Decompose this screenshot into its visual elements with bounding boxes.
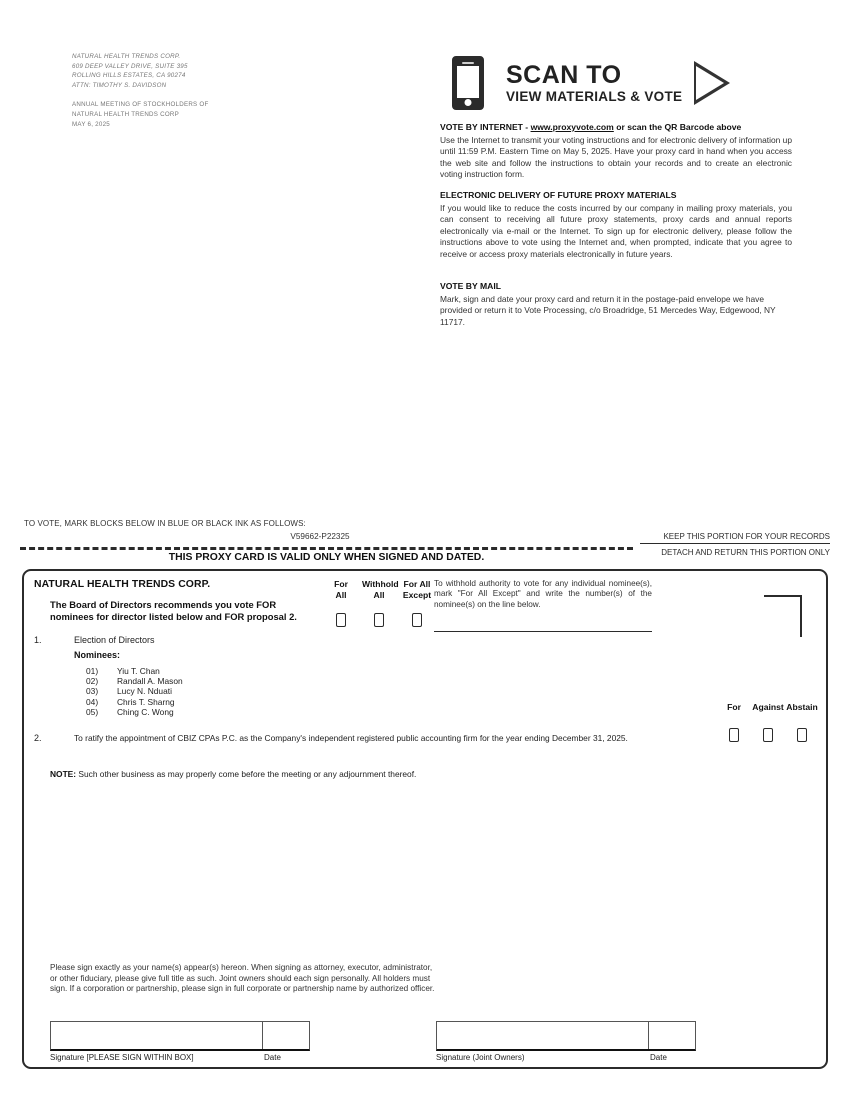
vote-by-mail-block [440,281,792,328]
checkbox-for-all[interactable] [336,613,346,627]
column-header-against: Against [752,702,784,712]
internet-title-suffix: or scan the QR Barcode above [613,122,742,132]
nominee-index: 02) [86,676,99,687]
nominee-name: Ching C. Wong [117,706,174,717]
corner-alignment-mark [764,595,802,637]
column-header-line2: All [335,589,347,600]
note-prefix: NOTE: [50,769,77,779]
note-text: Such other business as may properly come before the meeting or any adjournment thereof. [76,769,417,779]
perforation-dashed-line [20,547,633,550]
board-recommendation-line1: The Board of Directors recommends you vote FOR [50,599,277,610]
scan-headline: SCAN TO [506,60,622,89]
for-against-abstain-headers [718,702,818,712]
date-label-primary: Date [264,1053,281,1062]
nominee-name: Chris T. Sharng [117,696,175,707]
scan-subheadline: VIEW MATERIALS & VOTE [506,88,683,104]
mailing-line: ATTN: TIMOTHY S. DAVIDSON [72,81,167,89]
scan-text-group [506,60,683,104]
checkbox-cell-against [752,728,784,742]
mailing-line: ROLLING HILLS ESTATES, CA 90274 [72,72,186,80]
column-header-for: For [727,702,741,712]
checkbox-cell-for-all-except [400,613,434,627]
mailing-line: NATURAL HEALTH TRENDS CORP. [72,53,181,60]
nominee-exception-write-in-line[interactable] [434,631,652,632]
internet-title-prefix: VOTE BY INTERNET - [440,122,531,132]
perforation-row [20,532,830,564]
list-item [86,676,183,686]
signature-field-joint[interactable] [437,1022,649,1049]
other-business-note [50,769,690,780]
vote-by-internet-block [440,122,792,181]
proxyvote-url[interactable]: www.proxyvote.com [530,122,614,132]
item2-checkbox-row [718,728,818,742]
column-header-for-all-except [400,579,434,600]
checkbox-cell-for-all [324,613,358,627]
column-header-line1: Withhold [362,579,399,589]
vote-by-internet-body: Use the Internet to transmit your voting instructions and for electronic delivery of information up until 11:59 P.M. Eastern Time on May 5, 2025. Have your proxy card in hand when you access the web site and follow the instructions to obtain your records and to create an electronic voting instruction form. [440,134,792,180]
item2-number: 2. [34,733,42,743]
column-header-line1: For [334,579,348,589]
signature-label-primary: Signature [PLEASE SIGN WITHIN BOX] [50,1053,194,1062]
date-field-primary[interactable] [263,1022,309,1049]
electronic-delivery-title: ELECTRONIC DELIVERY OF FUTURE PROXY MATERIALS [440,190,677,200]
column-header-line1: For All [403,579,431,589]
phone-home-button [465,99,472,106]
item1-number: 1. [34,635,42,645]
detach-portion-label: DETACH AND RETURN THIS PORTION ONLY [661,548,830,557]
checkbox-item2-for[interactable] [729,728,739,742]
card-company-name: NATURAL HEALTH TRENDS CORP. [34,579,211,590]
nominee-index: 05) [86,706,99,717]
checkbox-withhold-all[interactable] [374,613,384,627]
checkbox-cell-for [718,728,750,742]
electronic-delivery-body: If you would like to reduce the costs incurred by our company in mailing proxy materials, you can consent to receiving all future proxy statements, proxy cards and annual reports electronically via e-mail or the Internet. To sign up for electronic delivery, please follow the instructions above to vote using the Internet and, when prompted, indicate that you agree to receive or access proxy materials electronically in future years. [440,202,792,259]
checkbox-for-all-except[interactable] [412,613,422,627]
vote-checkbox-row [324,613,434,627]
list-item [86,707,183,717]
smartphone-icon [452,56,484,110]
control-number: V59662-P22325 [290,532,350,541]
column-header-abstain: Abstain [786,702,818,712]
vote-column-headers [324,579,434,600]
proxy-valid-note: THIS PROXY CARD IS VALID ONLY WHEN SIGNED AND DATED. [168,552,485,563]
vote-by-mail-title: VOTE BY MAIL [440,281,501,291]
keep-portion-label: KEEP THIS PORTION FOR YOUR RECORDS [640,532,830,544]
board-recommendation [50,599,336,624]
item2-text: To ratify the appointment of CBIZ CPAs P.C. as the Company's independent registered public accounting firm for the year ending December 31, 2025. [74,733,628,743]
column-header-line2: All [373,589,385,600]
checkbox-cell-withhold-all [362,613,396,627]
vote-by-internet-title [440,122,792,134]
nominee-index: 01) [86,666,99,676]
date-label-joint: Date [650,1053,667,1062]
scan-to-vote-banner [440,52,792,114]
play-triangle-icon [694,61,730,105]
nominee-name: Lucy N. Nduati [117,686,172,697]
mailing-address-block [72,52,209,129]
nominee-list [86,666,183,717]
nominee-name: Yiu T. Chan [117,666,160,676]
vote-by-mail-body: Mark, sign and date your proxy card and return it in the postage-paid envelope we have provided or return it to Vote Processing, c/o Broadridge, 51 Mercedes Way, Edgewood, NY 11717. [440,293,776,327]
withhold-authority-note: To withhold authority to vote for any individual nominee(s), mark "For All Except" and write the number(s) of the nominee(s) on the line below. [434,579,652,609]
signature-instructions: Please sign exactly as your name(s) appear(s) hereon. When signing as attorney, executor, administrator, or other fiduciary, please give full title as such. Joint owners should each sign personally. All holders must sign. If a corporation or partnership, please sign in full corporate or partnership name by authorized officer. [50,963,435,994]
column-header-line2: Except [402,589,432,600]
proxy-card [22,569,828,1069]
board-recommendation-line2: nominees for director listed below and FOR proposal 2. [50,611,297,623]
list-item [86,686,183,696]
checkbox-item2-against[interactable] [763,728,773,742]
checkbox-cell-abstain [786,728,818,742]
spacer [72,90,209,100]
date-field-joint[interactable] [649,1022,695,1049]
list-item [86,666,183,676]
signature-box-joint[interactable] [436,1021,696,1051]
nominees-heading: Nominees: [74,650,121,660]
meeting-line: NATURAL HEALTH TRENDS CORP [72,110,180,118]
electronic-delivery-block [440,190,792,261]
signature-field-primary[interactable] [51,1022,263,1049]
list-item [86,697,183,707]
column-header-for-all [324,579,358,600]
signature-label-joint: Signature (Joint Owners) [436,1053,525,1062]
signature-box-primary[interactable] [50,1021,310,1051]
mark-blocks-instruction: TO VOTE, MARK BLOCKS BELOW IN BLUE OR BLACK INK AS FOLLOWS: [24,519,306,528]
item1-label: Election of Directors [74,635,155,645]
phone-screen [457,66,479,98]
nominee-name: Randall A. Mason [117,676,183,687]
meeting-line: ANNUAL MEETING OF STOCKHOLDERS OF [72,101,209,109]
nominee-index: 04) [86,696,99,707]
meeting-date: MAY 6, 2025 [72,120,110,128]
column-header-withhold-all [362,579,399,600]
checkbox-item2-abstain[interactable] [797,728,807,742]
nominee-index: 03) [86,686,99,697]
mailing-line: 609 DEEP VALLEY DRIVE, SUITE 395 [72,62,188,70]
phone-speaker [462,62,474,64]
